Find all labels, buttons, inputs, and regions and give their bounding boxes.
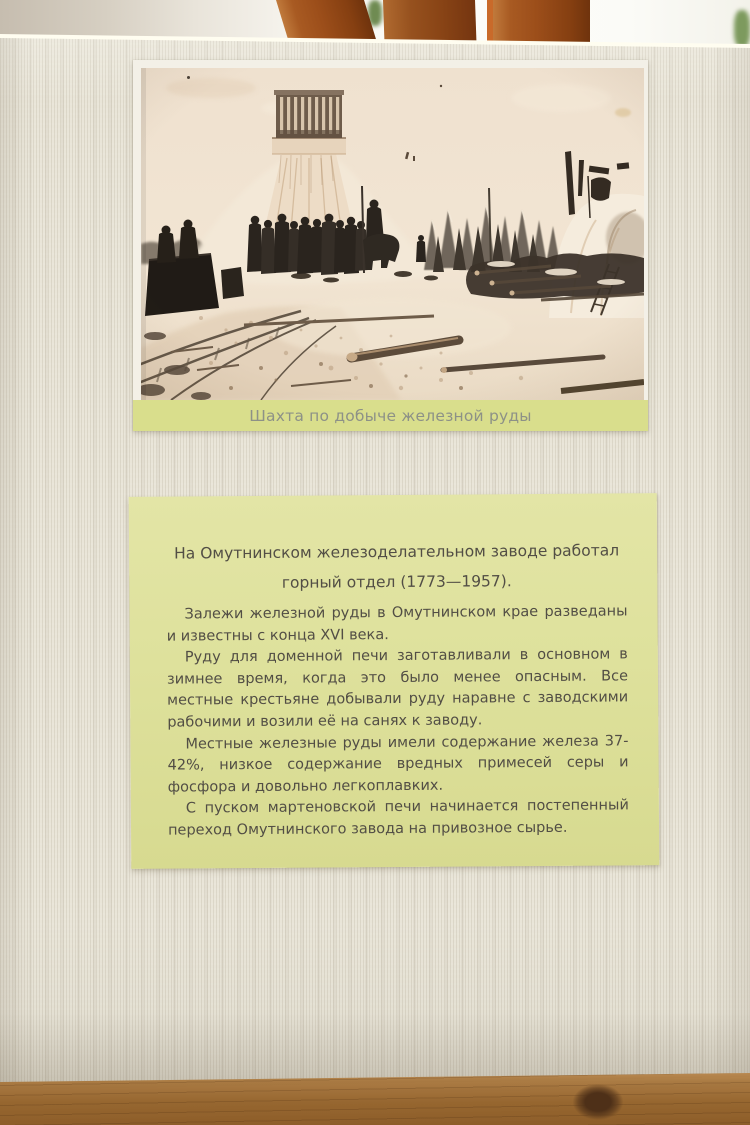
photo-edge-shadow bbox=[141, 68, 146, 400]
photo-caption: Шахта по добыче железной руды bbox=[249, 406, 532, 425]
card-title bbox=[166, 535, 627, 598]
card-paragraph: Руду для доменной печи заготавливали в основном в зимнее время, когда это было менее опасным. Все местные крестьяне добывали руду наравне с заводскими рабочими и возили её на санях к заводу. bbox=[166, 646, 629, 731]
photo-caption-strip bbox=[133, 400, 648, 431]
card-paragraph: Местные железные руды имели содержание железа 37-42%, низкое содержание вредных примесей серы и фосфора и довольно легкоплавких. bbox=[167, 732, 629, 796]
info-card bbox=[129, 493, 660, 869]
mine-scene-graphic bbox=[141, 68, 644, 400]
card-title-line2: горный отдел (1773—1957). bbox=[281, 572, 512, 592]
dust-speck bbox=[187, 76, 190, 79]
photo-vignette bbox=[141, 68, 644, 400]
card-paragraph: С пуском мартеновской печи начинается постепенный переход Омутнинского завода на привозное сырье. bbox=[167, 797, 629, 839]
plant-leaf bbox=[734, 10, 750, 48]
card-paragraph: Залежи железной руды в Омутнинском крае разведаны и известны с конца XVI века. bbox=[166, 603, 628, 645]
canvas-bottom-shadow bbox=[0, 1012, 750, 1084]
card-title-line1: На Омутнинском железоделательном заводе работал bbox=[174, 541, 620, 563]
paper-stain bbox=[615, 108, 631, 117]
historical-photo bbox=[141, 68, 644, 400]
photo-print bbox=[133, 60, 648, 431]
